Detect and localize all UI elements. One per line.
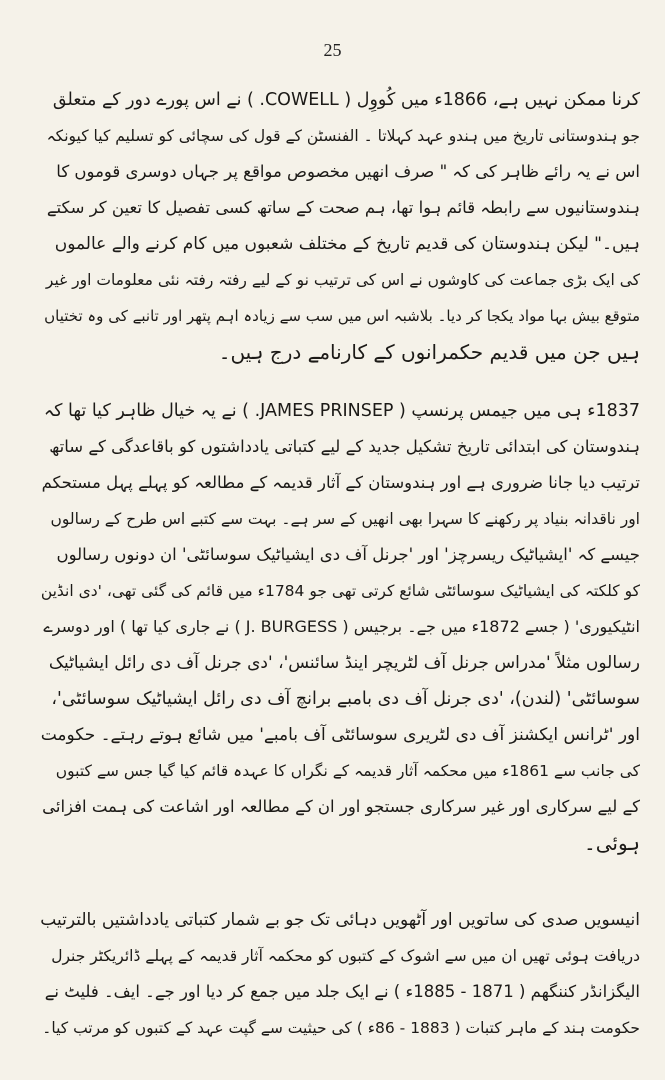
text-line: ہیں جن میں قدیم حکمرانوں کے کارنامے درج ہیں۔ (218, 340, 640, 364)
text-line: ہیں۔" لیکن ہندوستان کی قدیم تاریخ کے مختلف شعبوں میں کام کرنے والے عالموں (54, 234, 640, 254)
text-line: ہوئی۔ (583, 831, 640, 855)
text-line: سوسائٹی' (لندن)، 'دی جرنل آف دی بامبے برانچ آف دی رائل ایشیاٹیک سوسائٹی'، (51, 689, 640, 709)
text-line: انٹیکیوری' ( جسے 1872ء میں جے۔ برجیس ( J. BURGESS ) نے جاری کیا تھا ) اور دوسرے (43, 617, 640, 636)
text-line: رسالوں مثلاً 'مدراس جرنل آف لٹریچر اینڈ سائنس'، 'دی جرنل آف دی رائل ایشیاٹیک (48, 653, 640, 673)
text-line: اور 'ٹرانس ایکشنز آف دی لٹریری سوسائٹی آف بامبے' میں شائع ہوتے رہتے۔ حکومت (40, 725, 640, 745)
text-line: جیسے کہ 'ایشیاٹیک ریسرچز' اور 'جرنل آف دی ایشیاٹیک سوسائٹی' ان دونوں رسالوں (56, 545, 640, 564)
paragraph-2 (40, 393, 640, 861)
text-line: ہندوستان کی ابتدائی تاریخ تشکیل جدید کے لیے کتباتی یادداشتوں کو باقاعدگی کے ساتھ (49, 437, 640, 456)
text-line: انیسویں صدی کی ساتویں اور آٹھویں دہائی تک جو بے شمار کتباتی یادداشتیں بالترتیب (40, 910, 640, 930)
text-line: کرنا ممکن نہیں ہے، 1866ء میں کُووِل ( COWELL. ) نے اس پورے دور کے متعلق (52, 90, 640, 110)
paragraph-1 (40, 82, 640, 370)
page-number: 25 (323, 40, 342, 60)
text-line: اس نے یہ رائے ظاہر کی کہ " صرف انھیں مخصوص مواقع پر جہاں دوسری قوموں کا (56, 162, 640, 181)
text-line: دریافت ہوئی تھیں ان میں سے اشوک کے کتبوں کو محکمہ آثار قدیمہ کے پہلے ڈائریکٹر جنرل (51, 947, 640, 965)
text-line: ہندوستانیوں سے رابطہ قائم ہوا تھا، ہم صحت کے ساتھ کسی تفصیل کا تعین کر سکتے (46, 198, 640, 217)
text-line: الیگزانڈر کننگھم ( 1871 - 1885ء ) نے ایک جلد میں جمع کر دیا اور جے۔ ایف۔ فلیٹ نے (44, 982, 640, 1001)
text-line: اور ناقدانہ بنیاد پر رکھنے کا سہرا بھی انھیں کے سر ہے۔ بہت سے کتبے اس طرح کے رسالوں (50, 510, 640, 528)
text-line: جو ہندوستانی تاریخ میں ہندو عہد کہلاتا ۔ الفنسٹن کے قول کی سچائی کو تسلیم کیا کیونکہ (46, 127, 640, 145)
text-line: ترتیب دیا جانا ضروری ہے اور ہندوستان کے آثار قدیمہ کے مطالعہ کو پہلے پہل مستحکم (41, 473, 640, 492)
text-line: 1837ء ہی میں جیمس پرنسپ ( JAMES PRINSEP. ) نے یہ خیال ظاہر کیا تھا کہ (43, 401, 640, 421)
paragraph-3 (40, 902, 640, 1046)
text-line: کے لیے سرکاری اور غیر سرکاری جستجو اور ان کے مطالعہ اور اشاعت کی ہمت افزائی (42, 797, 640, 816)
text-line: کو کلکتہ کی ایشیاٹیک سوسائٹی شائع کرتی تھی جو 1784ء میں قائم کی گئی تھی، 'دی انڈین (40, 582, 640, 600)
text-line: کی جانب سے 1861ء میں محکمہ آثار قدیمہ کے نگراں کا عہدہ قائم کیا گیا جس سے کتبوں (55, 762, 640, 780)
text-line: کی ایک بڑی جماعت کی کاوشوں نے اس کی ترتیب نو کے لیے رفتہ رفتہ نئی معلومات اور غیر (45, 271, 640, 289)
text-line: حکومت ہند کے ماہر کتبات ( 1883 - 86ء ) کی حیثیت سے گپت عہد کے کتبوں کو مرتب کیا۔ (42, 1019, 640, 1037)
text-line: متوقع بیش بہا مواد یکجا کر دیا۔ بلاشبہ اس میں سب سے زیادہ اہم پتھر اور تانبے کی وہ تختیاں (44, 307, 640, 325)
